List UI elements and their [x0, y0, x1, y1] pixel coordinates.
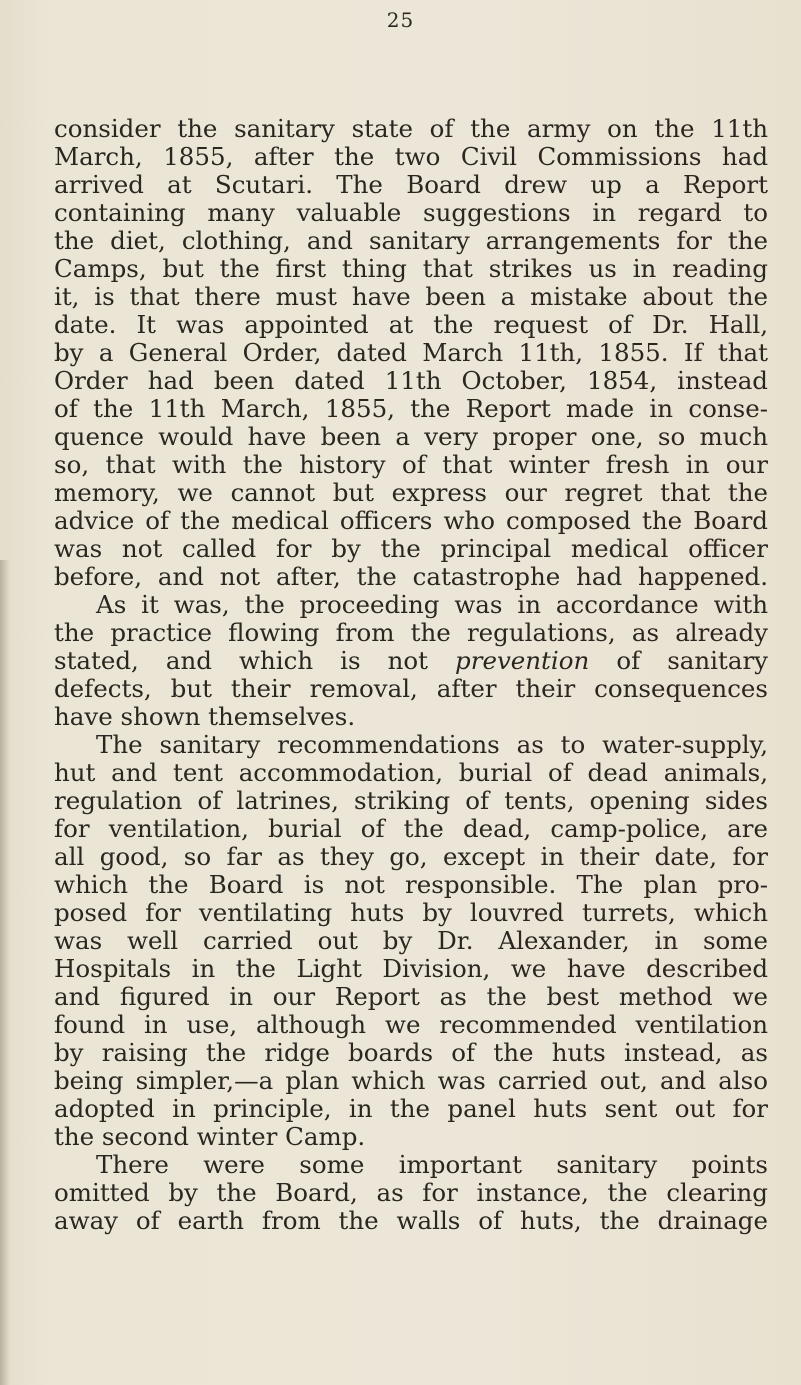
italic-emphasis: prevention	[455, 646, 590, 675]
text-line: Hospitals in the Light Division, we have described	[54, 954, 768, 983]
text-line: for ventilation, burial of the dead, camp-police, are	[54, 814, 768, 843]
text-line: As it was, the proceeding was in accordance with	[96, 590, 768, 619]
text-line: omitted by the Board, as for instance, the clearing	[54, 1178, 768, 1207]
binding-shadow	[0, 560, 10, 1385]
text-line: containing many valuable suggestions in regard to	[54, 198, 768, 227]
text-line: being simpler,—a plan which was carried out, and also	[54, 1066, 768, 1095]
text-line: posed for ventilating huts by louvred turrets, which	[54, 898, 768, 927]
text-line: March, 1855, after the two Civil Commissions had	[54, 142, 768, 171]
text-line: arrived at Scutari. The Board drew up a Report	[54, 170, 768, 199]
text-line: have shown themselves.	[54, 702, 356, 731]
text-line: by a General Order, dated March 11th, 1855. If that	[54, 338, 768, 367]
text-line: of the 11th March, 1855, the Report made in conse-	[54, 394, 768, 423]
text-line: Order had been dated 11th October, 1854, instead	[54, 366, 768, 395]
text-line: consider the sanitary state of the army on the 11th	[54, 114, 768, 143]
text-line: away of earth from the walls of huts, the drainage	[54, 1206, 768, 1235]
text-line: adopted in principle, in the panel huts sent out for	[54, 1094, 768, 1123]
text-line: all good, so far as they go, except in their date, for	[54, 842, 768, 871]
text-line: defects, but their removal, after their consequences	[54, 674, 768, 703]
text-line: which the Board is not responsible. The plan pro-	[54, 870, 768, 899]
text-line: was not called for by the principal medical officer	[54, 534, 768, 563]
text-line: found in use, although we recommended ventilation	[54, 1010, 768, 1039]
text-line: by raising the ridge boards of the huts instead, as	[54, 1038, 768, 1067]
text-line: There were some important sanitary points	[96, 1150, 768, 1179]
text-line: memory, we cannot but express our regret that the	[54, 478, 768, 507]
text-segment: of sanitary	[616, 646, 769, 675]
text-line: so, that with the history of that winter fresh in our	[54, 450, 768, 479]
text-line: Camps, but the first thing that strikes us in reading	[54, 254, 768, 283]
text-line: the diet, clothing, and sanitary arrangements for the	[54, 226, 768, 255]
text-line: before, and not after, the catastrophe had happened.	[54, 562, 768, 591]
text-segment: stated, and which is not	[54, 646, 428, 675]
text-line: advice of the medical officers who composed the Board	[54, 506, 768, 535]
text-line: the second winter Camp.	[54, 1122, 366, 1151]
text-line-with-emphasis	[54, 646, 768, 676]
text-line: hut and tent accommodation, burial of dead animals,	[54, 758, 768, 787]
text-line: date. It was appointed at the request of Dr. Hall,	[54, 310, 768, 339]
text-line: regulation of latrines, striking of tents, opening sides	[54, 786, 768, 815]
text-line: the practice flowing from the regulations, as already	[54, 618, 768, 647]
text-line: it, is that there must have been a mistake about the	[54, 282, 768, 311]
text-line: was well carried out by Dr. Alexander, in some	[54, 926, 768, 955]
text-line: and figured in our Report as the best method we	[54, 982, 768, 1011]
page-number: 25	[386, 8, 415, 32]
text-line: quence would have been a very proper one, so much	[54, 422, 768, 451]
text-line: The sanitary recommendations as to water-supply,	[96, 730, 768, 759]
